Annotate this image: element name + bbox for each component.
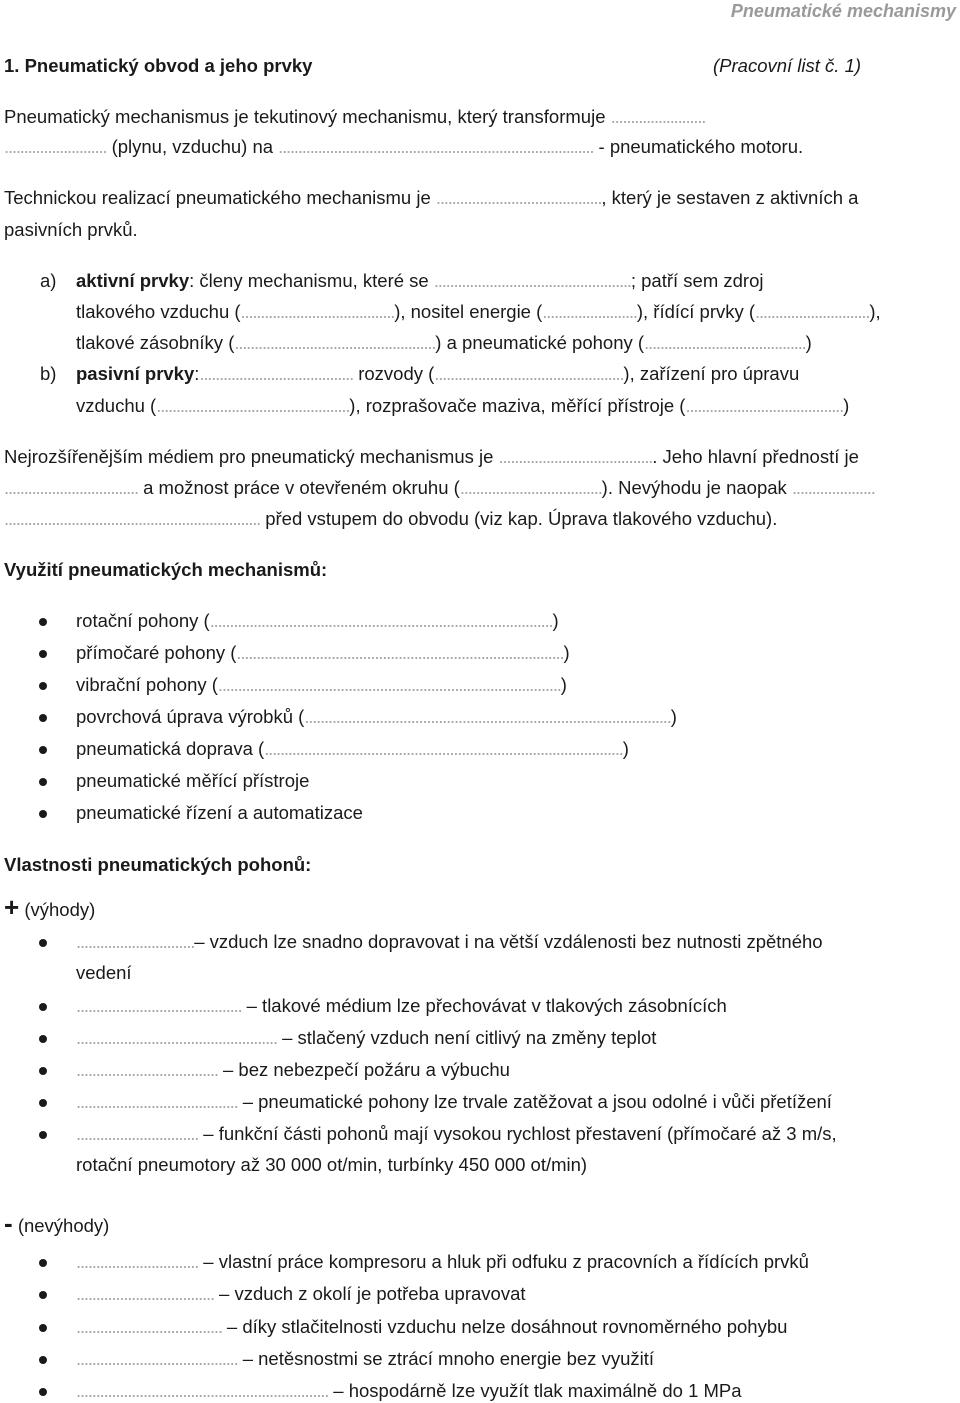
usage-item (76, 643, 570, 663)
usage-item (76, 611, 559, 631)
blank: .......................................... (435, 187, 602, 208)
blank: ............................. (755, 301, 870, 322)
blank: ....................................................................................... (217, 674, 561, 695)
active-elements-term: aktivní prvky (76, 270, 190, 291)
bullet (39, 939, 47, 947)
blank: .......................... (4, 136, 107, 157)
blank: ........................................ (685, 395, 844, 416)
blank: .................................................. (433, 270, 631, 291)
usage-item: pneumatické řízení a automatizace (76, 802, 363, 823)
usage-item: pneumatické měřící přístroje (76, 770, 310, 791)
section-title: 1. Pneumatický obvod a jeho prvky (4, 55, 313, 76)
blank: .............................. (76, 931, 195, 952)
plus-sign: + (4, 892, 20, 922)
text: tlakové zásobníky ( (76, 332, 235, 353)
item-a-line-1 (76, 271, 763, 291)
text: ) (670, 706, 677, 727)
bullet (39, 618, 47, 626)
bullet (39, 1099, 47, 1107)
blank: ......................................... (76, 1091, 238, 1112)
item-b-line-1 (76, 364, 799, 384)
blank: ................................................................ (76, 1380, 329, 1401)
text: – vzduch lze snadno dopravovat i na větší vzdálenosti bez nutnosti zpětného (194, 931, 823, 952)
blank: ....................................................................................... (209, 610, 553, 631)
item-a-marker: a) (40, 270, 57, 291)
intro-text: Technickou realizací pneumatického mechanismu je (4, 187, 431, 208)
bullet (39, 1356, 47, 1364)
blank: ................................................... (76, 1027, 277, 1048)
blank: ....................................... (199, 363, 354, 384)
blank: ........................ (610, 106, 706, 127)
blank: ................................................................................... (236, 642, 564, 663)
text: ), nositel energie ( (394, 301, 543, 322)
advantage-item (76, 1028, 656, 1048)
text: – díky stlačitelnosti vzduchu nelze dosáhnout rovnoměrného pohybu (226, 1316, 788, 1337)
text: rotační pohony ( (76, 610, 210, 631)
text: ) (805, 332, 812, 353)
blank: .................................... (459, 477, 602, 498)
blank: ................................................. (156, 395, 350, 416)
item-b-marker: b) (40, 363, 57, 384)
text: ) (843, 395, 850, 416)
disadvantage-item (76, 1284, 526, 1304)
bullet (39, 1388, 47, 1396)
text: pneumatická doprava ( (76, 738, 265, 759)
text: – tlakové médium lze přechovávat v tlakových zásobnících (246, 995, 727, 1016)
text: ), zařízení pro úpravu (623, 363, 800, 384)
blank: ....................................... (498, 446, 653, 467)
advantage-item (76, 1060, 510, 1080)
disadvantages-heading (4, 1209, 109, 1238)
passive-elements-term: pasivní prvky (76, 363, 195, 384)
text: : (194, 363, 200, 384)
advantages-label: (výhody) (24, 899, 96, 920)
blank: ....................................... (240, 301, 395, 322)
bullet (39, 1131, 47, 1139)
text: ) (563, 642, 570, 663)
blank: ..................................... (76, 1316, 222, 1337)
text: – bez nebezpečí požáru a výbuchu (222, 1059, 510, 1080)
intro-text: , který je sestaven z aktivních a (601, 187, 859, 208)
text: – pneumatické pohony lze trvale zatěžovat a jsou odolné i vůči přetížení (242, 1091, 832, 1112)
text: ) (560, 674, 567, 695)
usage-item (76, 707, 677, 727)
blank: ........................................................................................... (264, 738, 623, 759)
bullet (39, 1035, 47, 1043)
running-header: Pneumatické mechanismy (730, 1, 956, 21)
bullet (39, 1067, 47, 1075)
blank: ..................... (791, 477, 875, 498)
text: přímočaré pohony ( (76, 642, 237, 663)
text: – hospodárně lze využít tlak maximálně do 1 MPa (333, 1380, 742, 1401)
bullet (39, 650, 47, 658)
blank: .......................................... (76, 995, 242, 1016)
item-b-line-2 (76, 396, 849, 416)
bullet (39, 746, 47, 754)
advantage-item (76, 996, 727, 1016)
bullet (39, 1003, 47, 1011)
intro-text: Pneumatický mechanismus je tekutinový mechanismu, který transformuje (4, 106, 606, 127)
advantages-heading (4, 893, 95, 922)
text: . Jeho hlavní předností je (652, 446, 859, 467)
item-a-line-3 (76, 333, 812, 353)
text: ), rozprašovače maziva, měřící přístroje ( (349, 395, 686, 416)
advantage-item (76, 1124, 837, 1144)
intro-line-2 (4, 137, 803, 157)
disadvantage-item (76, 1252, 809, 1272)
properties-title: Vlastnosti pneumatických pohonů: (4, 854, 312, 875)
blank: ......................................... (644, 332, 806, 353)
blank: ............................... (76, 1251, 199, 1272)
blank: .................................. (4, 477, 138, 498)
item-a-line-2 (76, 302, 881, 322)
text: ), řídící prvky ( (636, 301, 756, 322)
usage-title: Využití pneumatických mechanismů: (4, 559, 328, 580)
bullet (39, 778, 47, 786)
advantage-item-cont: rotační pneumotory až 30 000 ot/min, turbínky 450 000 ot/min) (76, 1154, 588, 1175)
worksheet-number: (Pracovní list č. 1) (713, 55, 862, 76)
text: ) (552, 610, 559, 631)
blank: ................................................... (234, 332, 436, 353)
blank: ................................................................................ (278, 136, 594, 157)
blank: ......................................... (76, 1348, 238, 1369)
medium-line-1 (4, 447, 859, 467)
text: – vzduch z okolí je potřeba upravovat (219, 1283, 526, 1304)
blank: ............................... (76, 1123, 199, 1144)
minus-sign: - (4, 1208, 13, 1238)
text: povrchová úprava výrobků ( (76, 706, 305, 727)
intro-line-4: pasivních prvků. (4, 219, 138, 240)
bullet (39, 1259, 47, 1267)
text: : členy mechanismu, které se (189, 270, 429, 291)
usage-item (76, 675, 567, 695)
text: rozvody ( (358, 363, 435, 384)
bullet (39, 682, 47, 690)
bullet (39, 1291, 47, 1299)
blank: ........................ (542, 301, 637, 322)
bullet (39, 714, 47, 722)
text: – funkční části pohonů mají vysokou rychlost přestavení (přímočaré až 3 m/s, (203, 1123, 837, 1144)
text: ) (622, 738, 629, 759)
text: před vstupem do obvodu (viz kap. Úprava tlakového vzduchu). (265, 508, 778, 529)
medium-line-2 (4, 478, 875, 498)
text: ). Nevýhodu je naopak (601, 477, 787, 498)
advantage-item (76, 932, 823, 952)
usage-item (76, 739, 629, 759)
medium-line-3 (4, 509, 777, 529)
text: Nejrozšířenějším médiem pro pneumatický mechanismus je (4, 446, 494, 467)
disadvantage-item (76, 1349, 654, 1369)
text: ) a pneumatické pohony ( (435, 332, 645, 353)
text: tlakového vzduchu ( (76, 301, 241, 322)
text: – vlastní práce kompresoru a hluk při odfuku z pracovních a řídících prvků (203, 1251, 809, 1272)
disadvantage-item (76, 1381, 742, 1401)
text: ), (869, 301, 881, 322)
text: vibrační pohony ( (76, 674, 218, 695)
blank: ................................................ (434, 363, 624, 384)
intro-line-1 (4, 107, 705, 127)
bullet (39, 810, 47, 818)
blank: .................................... (76, 1059, 218, 1080)
intro-line-3 (4, 188, 858, 208)
intro-text: (plynu, vzduchu) na (111, 136, 274, 157)
blank: ................................................................. (4, 508, 261, 529)
disadvantages-label: (nevýhody) (17, 1215, 110, 1236)
disadvantage-item (76, 1317, 787, 1337)
text: – netěsnostmi se ztrácí mnoho energie bez využití (242, 1348, 655, 1369)
text: ; patří sem zdroj (630, 270, 764, 291)
advantage-item-cont: vedení (76, 962, 132, 983)
advantage-item (76, 1092, 832, 1112)
text: a možnost práce v otevřeném okruhu ( (143, 477, 460, 498)
intro-text: - pneumatického motoru. (598, 136, 804, 157)
blank: ................................... (76, 1283, 214, 1304)
bullet (39, 1324, 47, 1332)
blank: ............................................................................................. (304, 706, 671, 727)
text: vzduchu ( (76, 395, 157, 416)
text: – stlačený vzduch není citlivý na změny teplot (282, 1027, 657, 1048)
